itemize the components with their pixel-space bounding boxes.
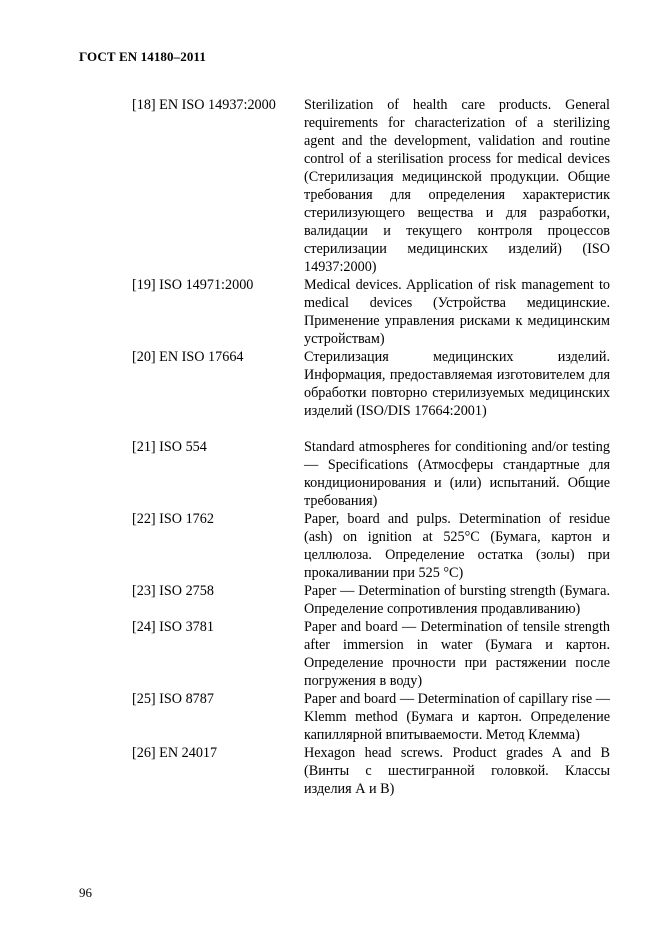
reference-entry-26 [132, 744, 610, 798]
reference-description: Paper and board — Determination of capillary rise — Klemm method (Бумага и картон. Определение капиллярной впитываемости. Метод Клемма) [304, 691, 610, 743]
document-header: ГОСТ EN 14180–2011 [79, 49, 206, 64]
reference-number: [20] EN ISO 17664 [132, 349, 244, 365]
reference-number: [26] EN 24017 [132, 745, 218, 761]
reference-number: [24] ISO 3781 [132, 619, 214, 635]
reference-description: Стерилизация медицинских изделий. Информация, предоставляемая изготовителем для обработки повторно стерилизуемых медицинских изделий (ISO/DIS 17664:2001) [304, 349, 610, 419]
reference-number: [18] EN ISO 14937:2000 [132, 97, 276, 113]
reference-entry-23 [132, 582, 610, 618]
reference-number: [25] ISO 8787 [132, 691, 214, 707]
reference-entry-20 [132, 348, 610, 420]
reference-description: Paper, board and pulps. Determination of residue (ash) on ignition at 525°C (Бумага, картон и целлюлоза. Определение остатка (золы) при прокаливании при 525 °C) [304, 511, 610, 581]
reference-description: Standard atmospheres for conditioning and/or testing — Specifications (Атмосферы стандартные для кондиционирования и (или) испытаний. Общие требования) [304, 439, 610, 509]
reference-entry-24 [132, 618, 610, 690]
reference-entry-18 [132, 96, 610, 276]
reference-entry-21 [132, 438, 610, 510]
reference-description: Paper — Determination of bursting strength (Бумага. Определение сопротивления продавливанию) [304, 583, 610, 617]
page-number: 96 [79, 885, 92, 900]
reference-description: Hexagon head screws. Product grades A and B (Винты с шестигранной головкой. Классы изделия А и В) [304, 745, 610, 797]
reference-description: Sterilization of health care products. General requirements for characterization of a sterilizing agent and the development, validation and routine control of a sterilisation process for medical devices (Стерилизация медицинской продукции. Общие требования для определения характеристик стерилизующего вещества и для разработки, валидации и текущего контроля процессов стерилизации медицинских изделий) (ISO 14937:2000) [304, 97, 610, 275]
reference-number: [21] ISO 554 [132, 439, 207, 455]
reference-entry-22 [132, 510, 610, 582]
reference-number: [23] ISO 2758 [132, 583, 214, 599]
reference-number: [19] ISO 14971:2000 [132, 277, 254, 293]
references-list [132, 96, 610, 798]
reference-description: Paper and board — Determination of tensile strength after immersion in water (Бумага и картон. Определение прочности при растяжении после погружения в воду) [304, 619, 610, 689]
reference-entry-19 [132, 276, 610, 348]
reference-description: Medical devices. Application of risk management to medical devices (Устройства медицинские. Применение управления рисками к медицинским устройствам) [304, 277, 610, 347]
reference-entry-25 [132, 690, 610, 744]
reference-number: [22] ISO 1762 [132, 511, 214, 527]
